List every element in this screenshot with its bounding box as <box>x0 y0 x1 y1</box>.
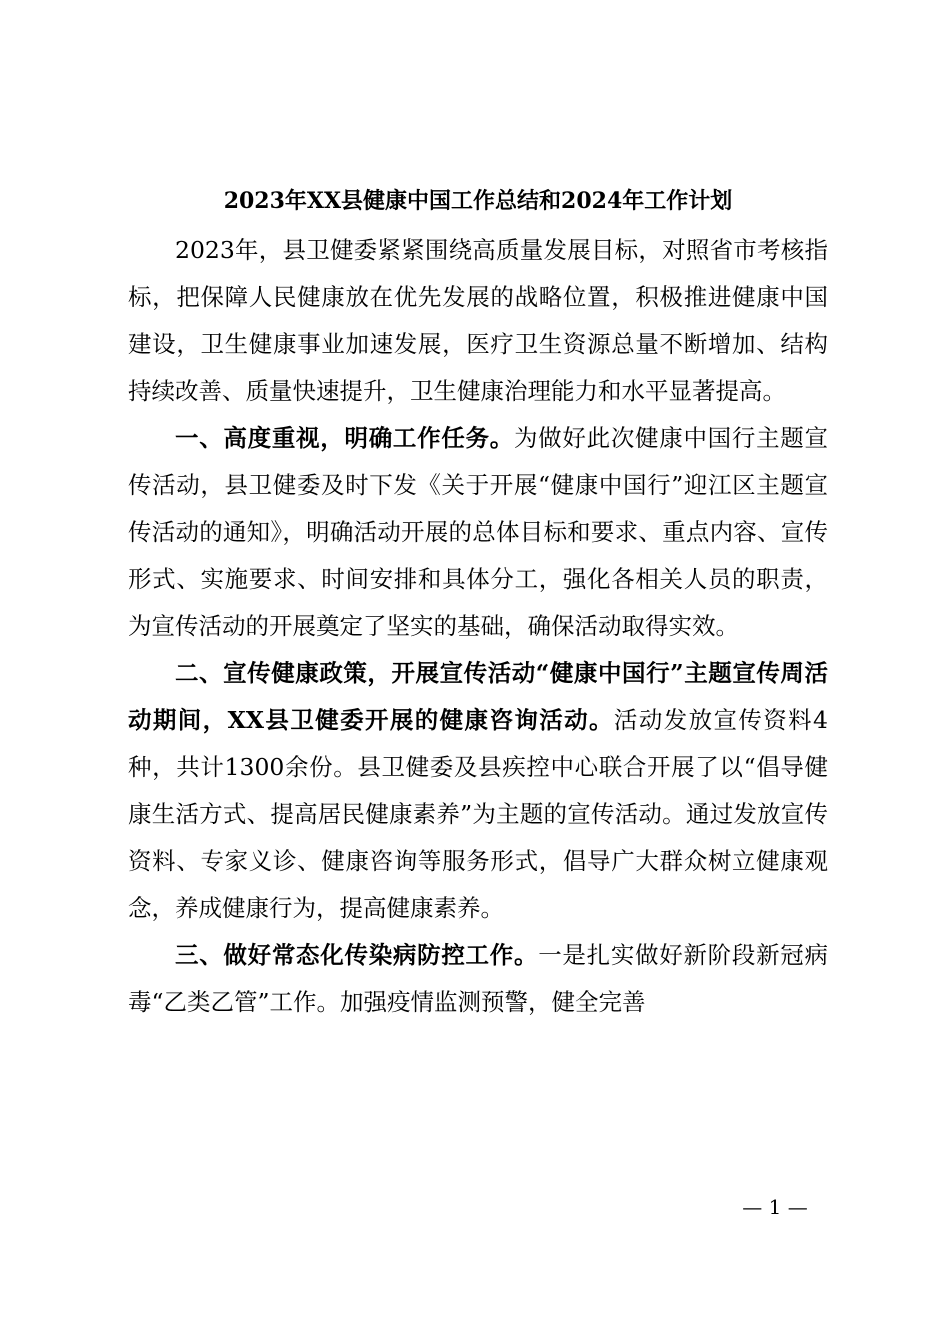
document-body <box>128 227 828 1026</box>
section-1-heading: 一、高度重视，明确工作任务。 <box>175 424 514 452</box>
section-1-text: 为做好此次健康中国行主题宣传活动，县卫健委及时下发《关于开展“健康中国行”迎江区主题宣传活动的通知》，明确活动开展的总体目标和要求、重点内容、宣传形式、实施要求、时间安排和具体分工，强化各相关人员的职责，为宣传活动的开展奠定了坚实的基础，确保活动取得实效。 <box>128 424 829 640</box>
paragraph-section-3 <box>128 932 828 1026</box>
paragraph-intro <box>128 227 828 415</box>
paragraph-intro-text: 2023年，县卫健委紧紧围绕高质量发展目标，对照省市考核指标，把保障人民健康放在优先发展的战略位置，积极推进健康中国建设，卫生健康事业加速发展，医疗卫生资源总量不断增加、结构持续改善、质量快速提升，卫生健康治理能力和水平显著提高。 <box>128 236 828 405</box>
page-number: — 1 — <box>742 1195 808 1219</box>
paragraph-section-2 <box>128 650 828 932</box>
section-2-text: 活动发放宣传资料4种，共计1300余份。县卫健委及县疾控中心联合开展了以“倡导健康生活方式、提高居民健康素养”为主题的宣传活动。通过发放宣传资料、专家义诊、健康咨询等服务形式，倡导广大群众树立健康观念，养成健康行为，提高健康素养。 <box>128 706 829 922</box>
section-2-heading: 二、宣传健康政策，开展宣传活动“健康中国行”主题宣传周活动期间，XX县卫健委开展的健康咨询活动。 <box>128 659 828 734</box>
section-3-heading: 三、做好常态化传染病防控工作。 <box>175 941 539 969</box>
section-3-text: 一是扎实做好新阶段新冠病毒“乙类乙管”工作。加强疫情监测预警，健全完善 <box>128 941 829 1016</box>
document-title: 2023年XX县健康中国工作总结和2024年工作计划 <box>223 188 733 214</box>
paragraph-section-1 <box>128 415 828 650</box>
